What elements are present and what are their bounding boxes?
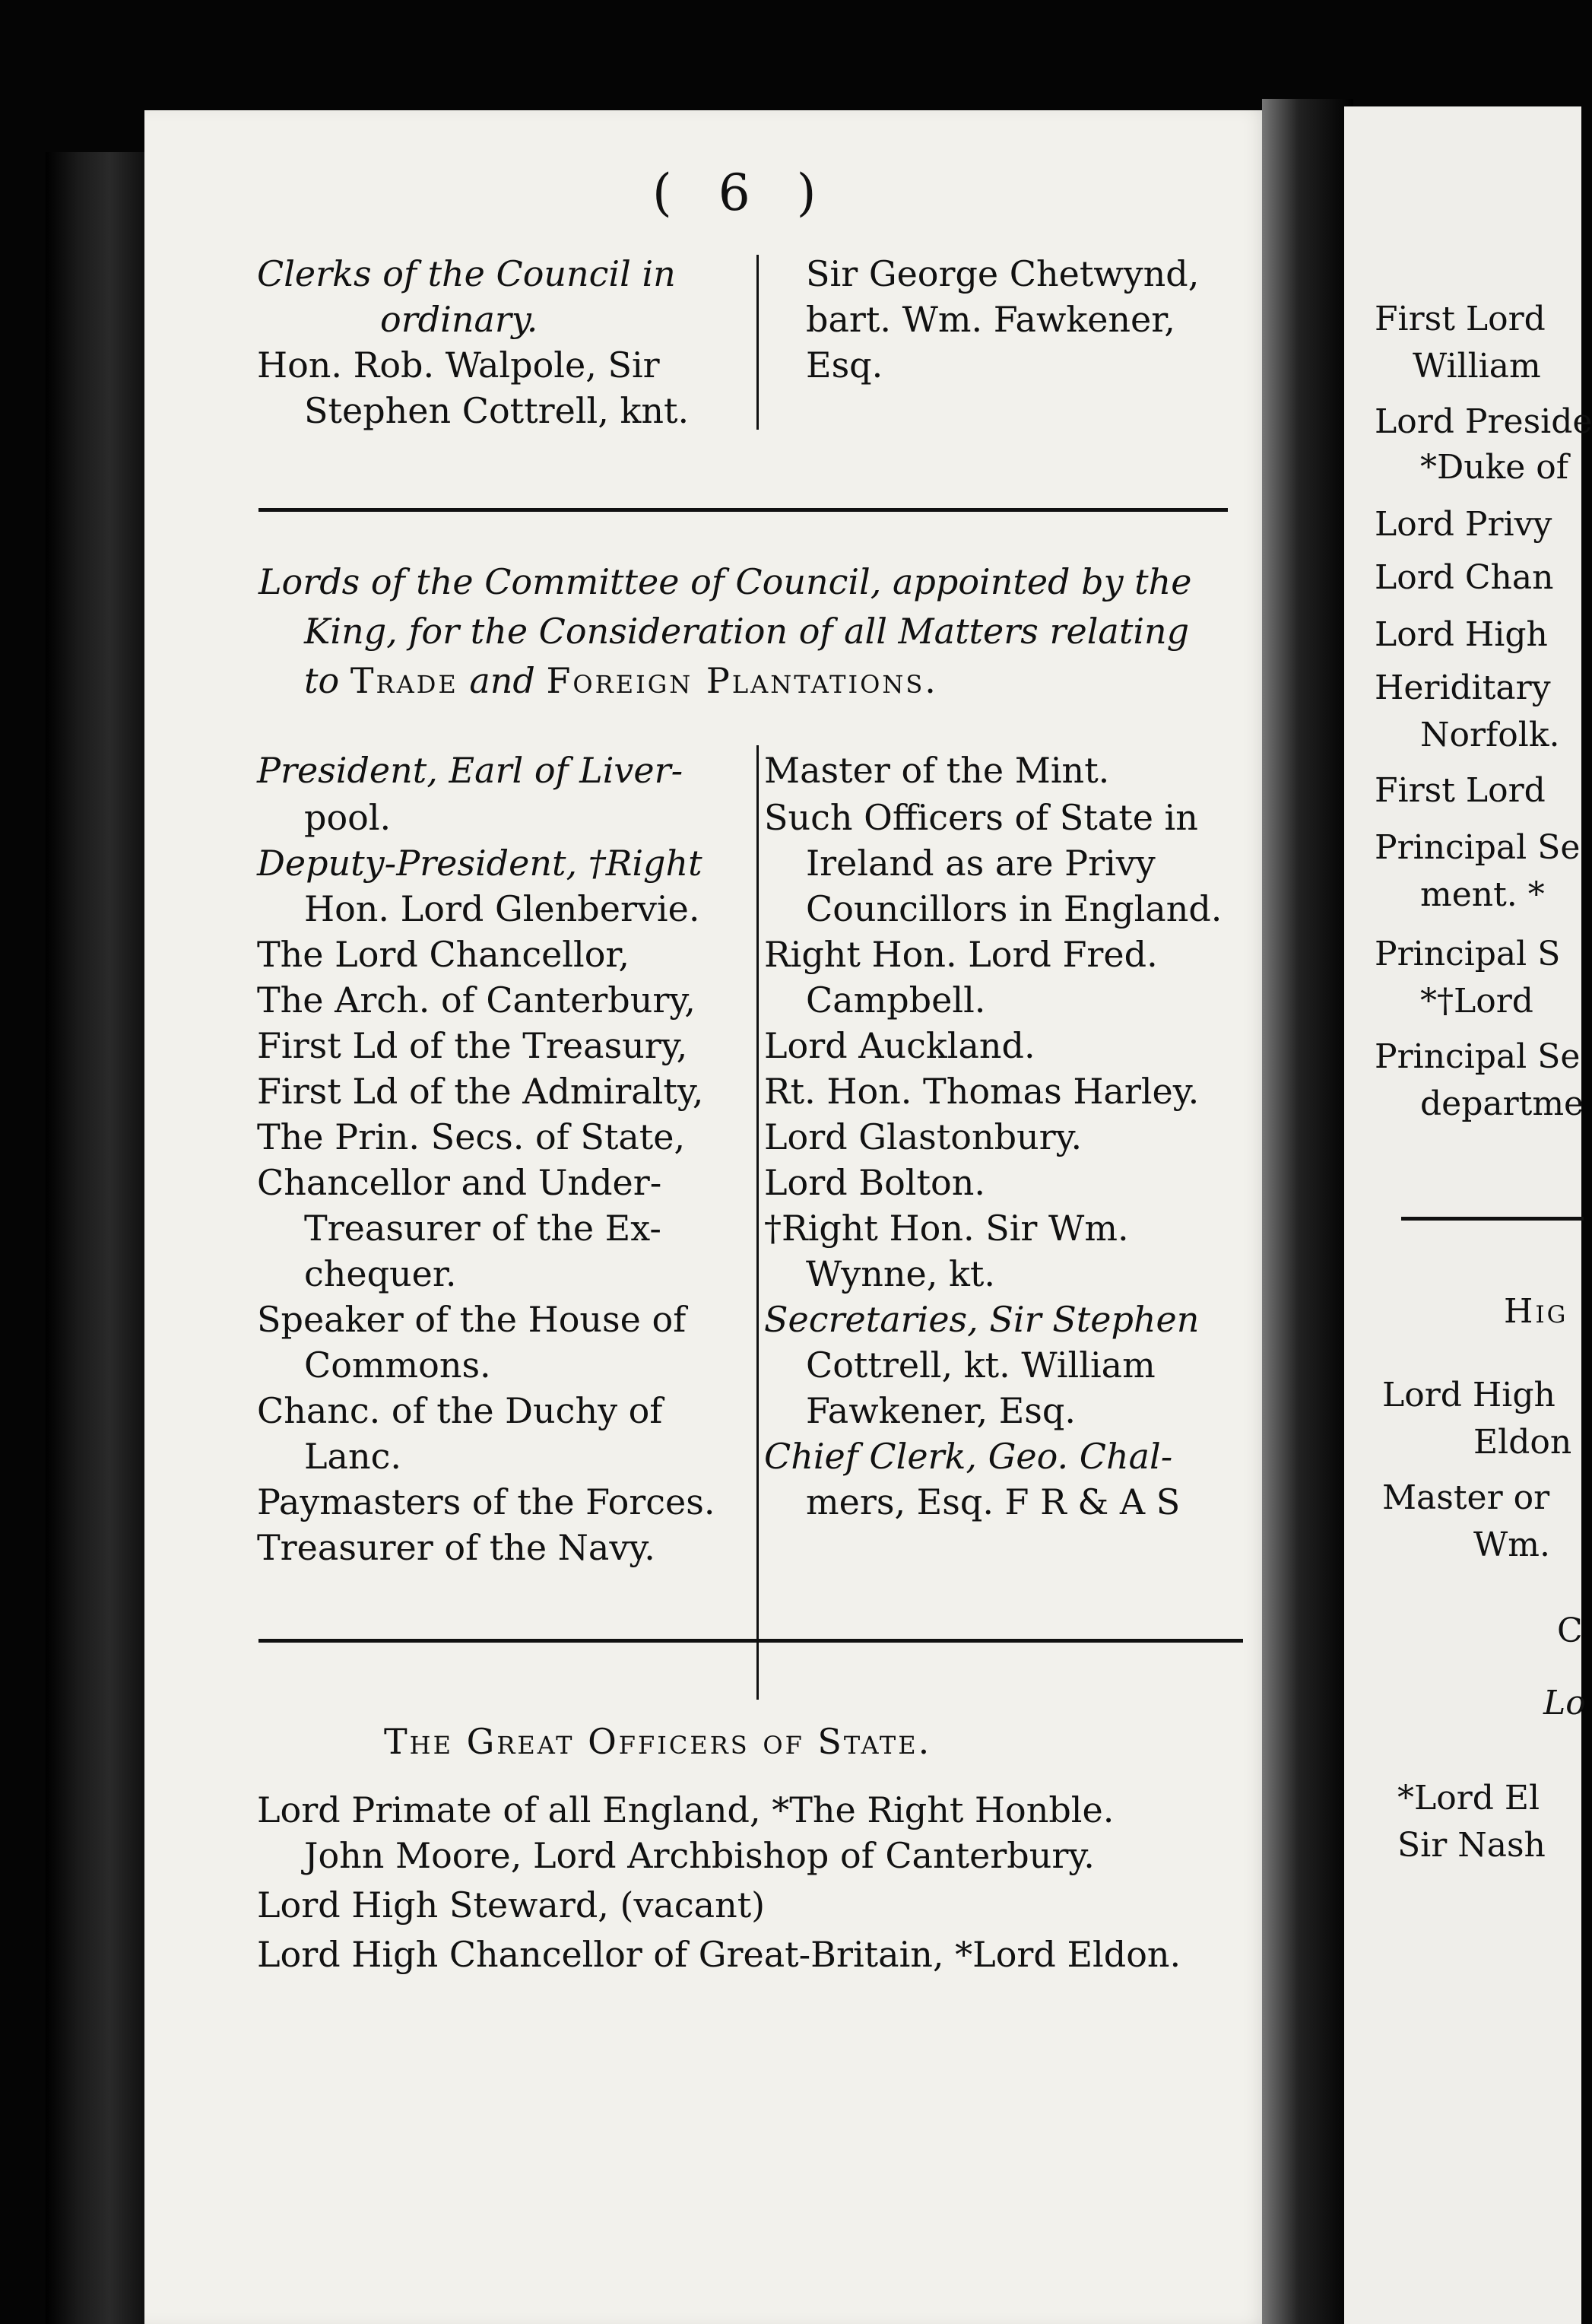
great-officers-title: The Great Officers of State. xyxy=(384,1721,932,1762)
clerks-heading: Clerks of the Council in xyxy=(257,253,676,294)
committee-entry: Rt. Hon. Thomas Harley. xyxy=(764,1071,1200,1112)
committee-entry: Chanc. of the Duchy of xyxy=(257,1390,663,1431)
next-page-line: Lord Privy xyxy=(1375,505,1552,544)
committee-entry: Fawkener, Esq. xyxy=(806,1390,1076,1431)
next-page-line: ment. * xyxy=(1420,875,1545,914)
great-officers-line: Lord High Chancellor of Great-Britain, *Lord Eldon. xyxy=(257,1934,1181,1975)
section-rule xyxy=(1401,1217,1584,1221)
next-page-line: Principal Se xyxy=(1375,828,1581,867)
committee-entry: Secretaries, Sir Stephen xyxy=(764,1299,1200,1340)
committee-entry: Councillors in England. xyxy=(806,888,1223,929)
clerks-right-line: bart. Wm. Fawkener, xyxy=(806,299,1175,340)
next-page-line: Wm. xyxy=(1473,1526,1550,1564)
committee-entry: Ireland as are Privy xyxy=(806,843,1156,884)
clerks-left-line: Hon. Rob. Walpole, Sir xyxy=(257,344,660,386)
great-officers-line: Lord Primate of all England, *The Right Honble. xyxy=(257,1789,1115,1830)
next-page-line: *†Lord xyxy=(1420,982,1533,1021)
committee-entry: Cottrell, kt. William xyxy=(806,1345,1156,1386)
committee-title-plantations: Foreign Plantations. xyxy=(546,660,938,701)
committee-entry: Wynne, kt. xyxy=(806,1253,995,1294)
next-page-line: departme xyxy=(1420,1084,1584,1123)
committee-entry: The Arch. of Canterbury, xyxy=(257,979,696,1021)
committee-title-word: and xyxy=(469,660,535,701)
committee-entry: Right Hon. Lord Fred. xyxy=(764,934,1158,975)
committee-entry: pool. xyxy=(304,797,392,838)
book-page-left xyxy=(144,110,1300,2324)
next-page-line: *Duke of xyxy=(1420,448,1569,487)
next-page-line: Hig xyxy=(1504,1292,1568,1331)
committee-entry: Hon. Lord Glenbervie. xyxy=(304,888,700,929)
next-page-line: Eldon xyxy=(1473,1423,1572,1462)
next-page-line: Sir Nash xyxy=(1397,1826,1546,1865)
committee-entry: Lord Glastonbury. xyxy=(764,1116,1083,1157)
next-page-line: Heriditary xyxy=(1375,668,1551,707)
committee-entry: Such Officers of State in xyxy=(764,797,1198,838)
book-binding xyxy=(46,152,152,2324)
column-divider xyxy=(756,255,759,430)
next-page-line: Master or xyxy=(1382,1478,1550,1517)
column-divider xyxy=(756,745,759,1700)
great-officers-line: Lord High Steward, (vacant) xyxy=(257,1884,766,1926)
next-page-line: First Lord xyxy=(1375,771,1546,810)
committee-title-word: to xyxy=(304,660,340,701)
clerks-right-line: Sir George Chetwynd, xyxy=(806,253,1200,294)
committee-entry: Treasurer of the Navy. xyxy=(257,1527,655,1568)
committee-entry: Lord Auckland. xyxy=(764,1025,1035,1066)
great-officers-line: John Moore, Lord Archbishop of Canterbury. xyxy=(304,1835,1095,1876)
committee-entry: Master of the Mint. xyxy=(764,750,1110,791)
clerks-left-line: Stephen Cottrell, knt. xyxy=(304,390,690,431)
committee-entry-text: President, Earl of Liver- xyxy=(257,750,683,791)
committee-entry xyxy=(257,748,683,793)
committee-entry: Commons. xyxy=(304,1345,491,1386)
committee-entry: The Prin. Secs. of State, xyxy=(257,1116,686,1157)
committee-entry: Lanc. xyxy=(304,1436,401,1477)
next-page-line: Lord Preside xyxy=(1375,402,1592,441)
page-gutter-shadow xyxy=(1262,99,1353,2324)
next-page-line: C xyxy=(1557,1611,1583,1650)
committee-entry: Speaker of the House of xyxy=(257,1299,687,1340)
committee-title-line: King, for the Consideration of all Matters relating xyxy=(304,611,1190,652)
section-rule xyxy=(258,508,1228,512)
next-page-line: First Lord xyxy=(1375,300,1546,338)
committee-title-trade: Trade xyxy=(350,660,458,701)
committee-entry: †Right Hon. Sir Wm. xyxy=(764,1208,1129,1249)
committee-entry: First Ld of the Treasury, xyxy=(257,1025,688,1066)
committee-title-line xyxy=(304,658,938,703)
page-number: ( 6 ) xyxy=(652,164,832,222)
next-page-line: Lord Chan xyxy=(1375,558,1554,597)
next-page-line: Principal S xyxy=(1375,935,1561,973)
book-page-right xyxy=(1344,106,1592,2324)
next-page-line: Norfolk. xyxy=(1420,716,1560,754)
committee-entry: Deputy-President, †Right xyxy=(257,843,702,884)
committee-entry: Paymasters of the Forces. xyxy=(257,1481,715,1522)
committee-entry: Lord Bolton. xyxy=(764,1162,985,1203)
clerks-heading-cont: ordinary. xyxy=(380,299,538,340)
committee-entry: Treasurer of the Ex- xyxy=(304,1208,661,1249)
committee-entry: mers, Esq. F R & A S xyxy=(806,1481,1181,1522)
committee-entry: Campbell. xyxy=(806,979,986,1021)
next-page-line: *Lord El xyxy=(1397,1779,1540,1818)
committee-entry: The Lord Chancellor, xyxy=(257,934,630,975)
committee-entry: chequer. xyxy=(304,1253,457,1294)
next-page-line: Principal Se xyxy=(1375,1037,1581,1076)
committee-entry: First Ld of the Admiralty, xyxy=(257,1071,704,1112)
next-page-line: Lord High xyxy=(1382,1376,1556,1414)
next-page-line: Lo xyxy=(1543,1684,1586,1722)
clerks-right-line: Esq. xyxy=(806,344,883,386)
next-page-line: Lord High xyxy=(1375,615,1548,654)
section-rule xyxy=(258,1639,1243,1643)
committee-entry: Chief Clerk, Geo. Chal- xyxy=(764,1436,1173,1477)
committee-entry: Chancellor and Under- xyxy=(257,1162,662,1203)
next-page-line: William xyxy=(1413,347,1541,386)
committee-title-line: Lords of the Committee of Council, appointed by the xyxy=(258,561,1192,602)
